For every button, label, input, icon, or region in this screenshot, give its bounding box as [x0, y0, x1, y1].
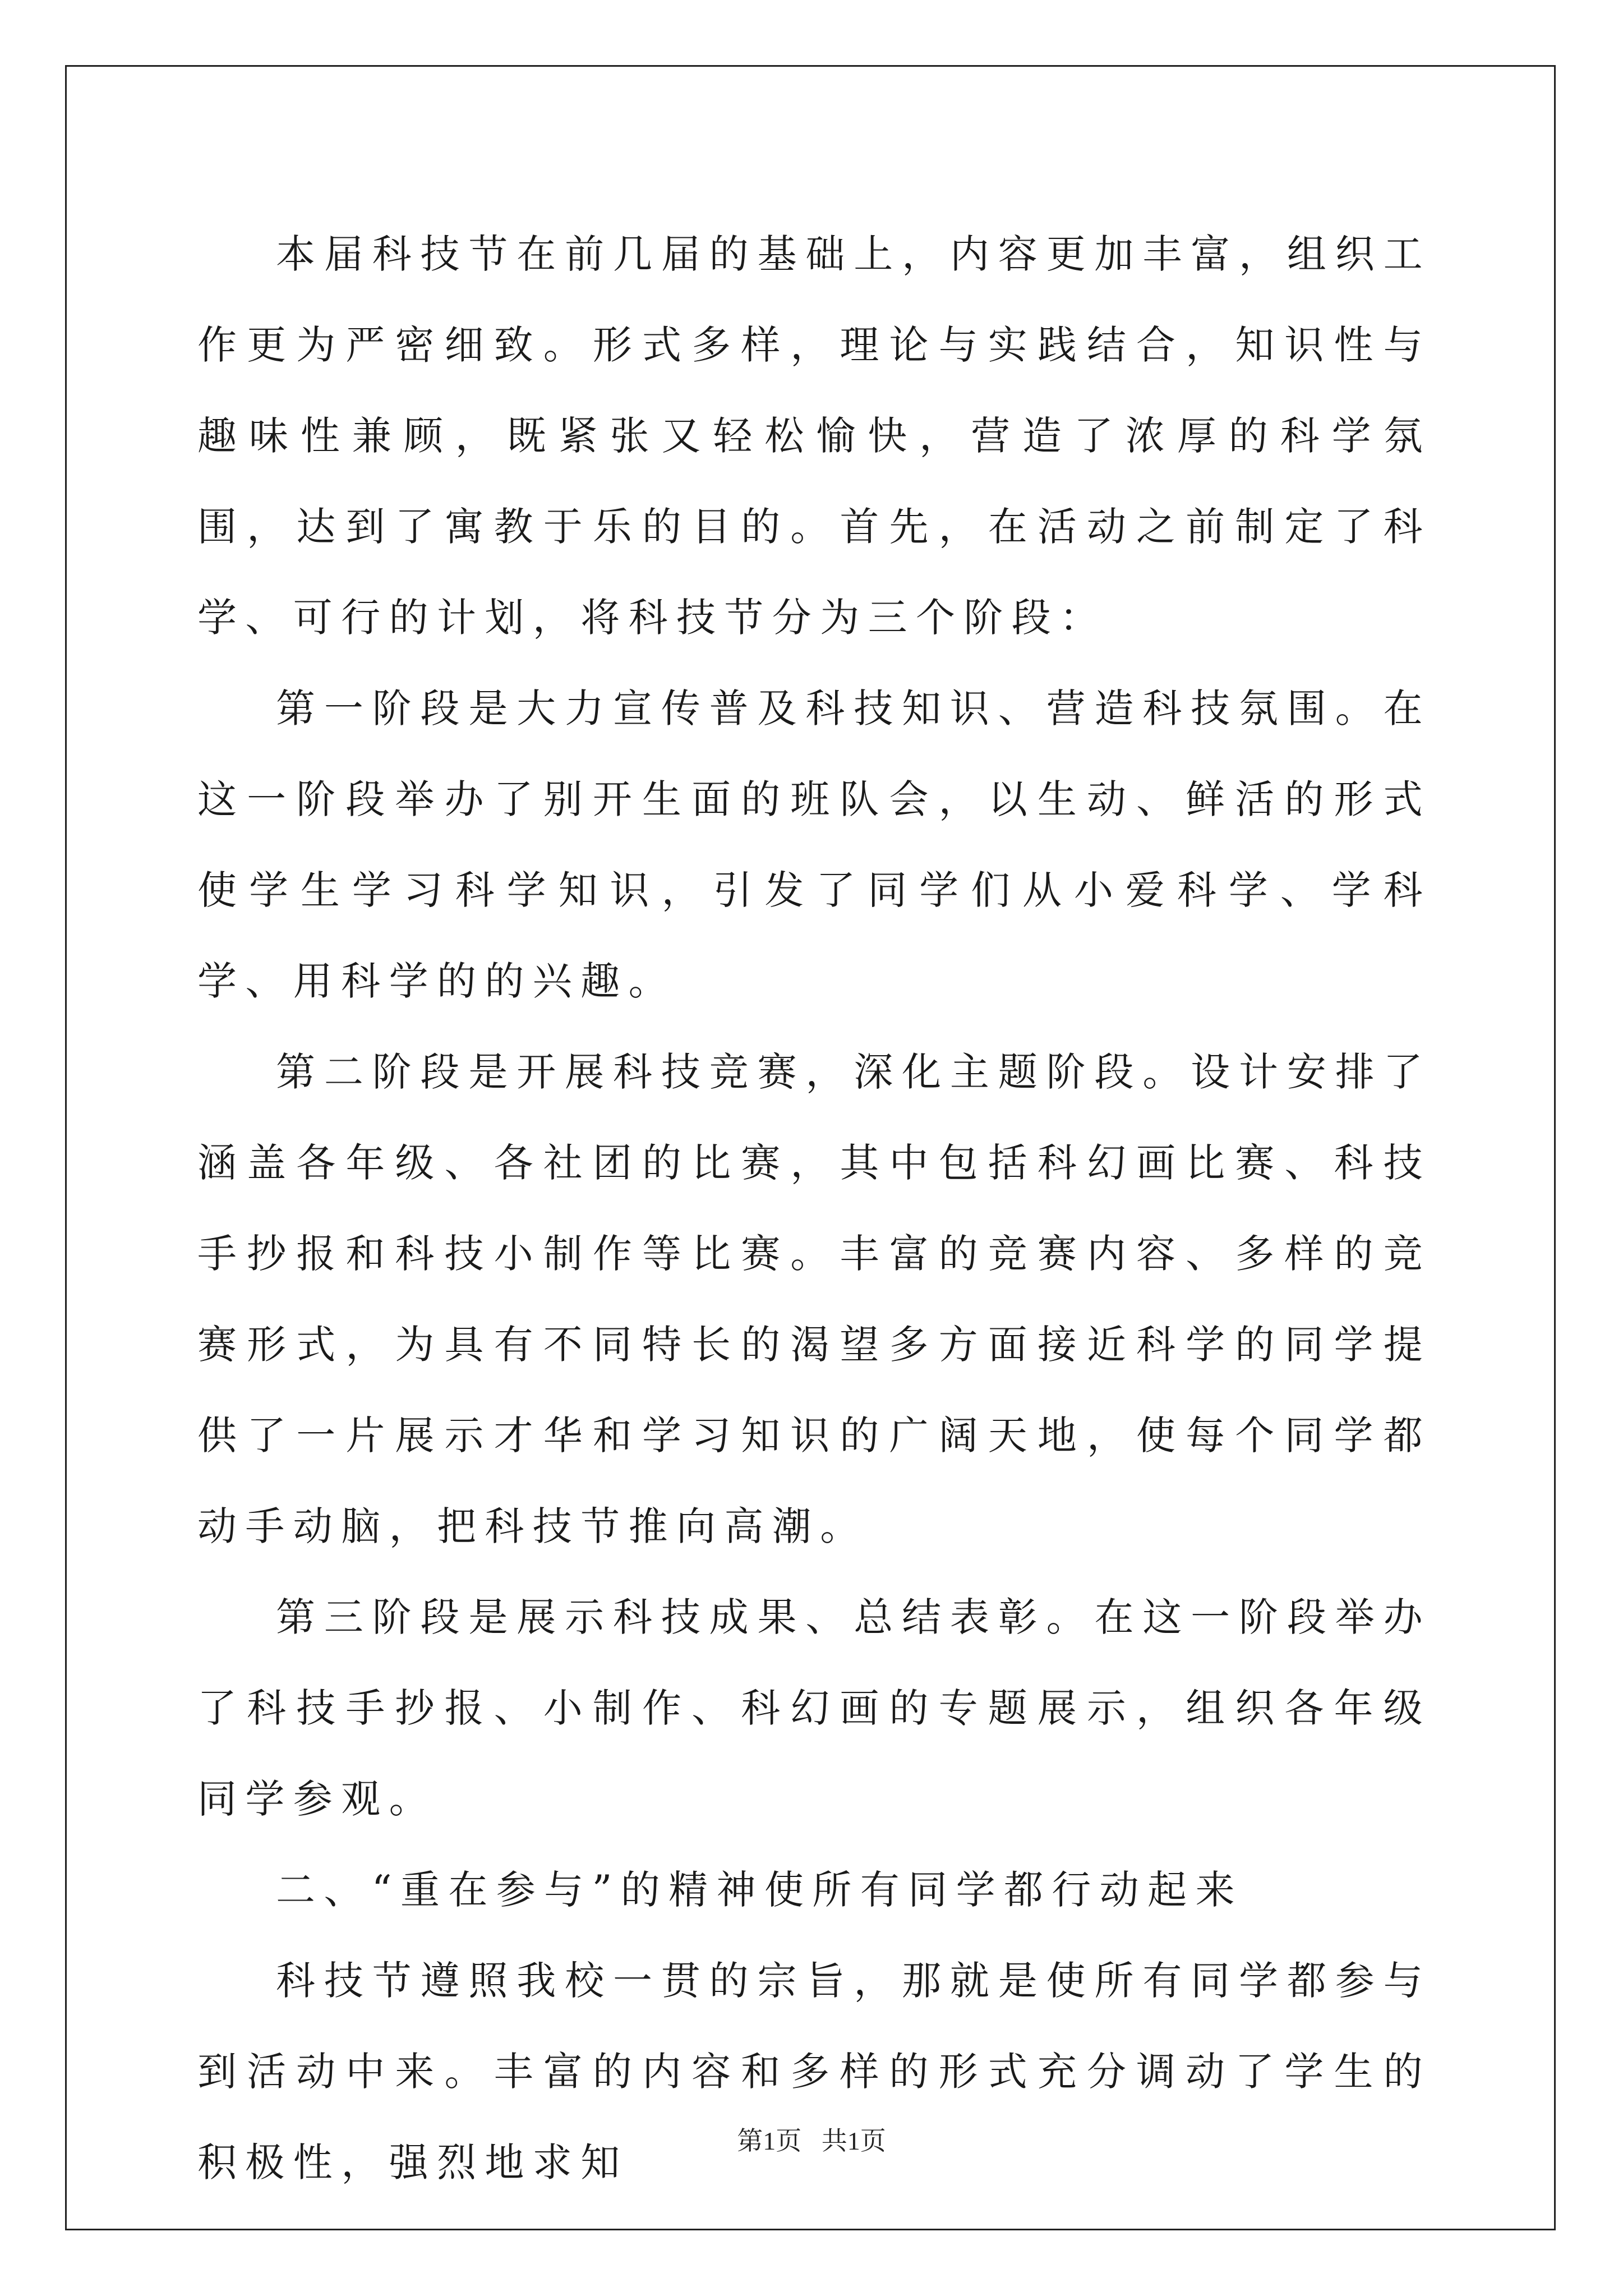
paragraph-stage-two: 第二阶段是开展科技竞赛，深化主题阶段。设计安排了涵盖各年级、各社团的比赛，其中包括科幻画比赛、科技手抄报和科技小制作等比赛。丰富的竞赛内容、多样的竞赛形式，为具有不同特长的渴望多方面接近科学的同学提供了一片展示才华和学习知识的广阔天地，使每个同学都动手动脑，把科技节推向高潮。 — [197, 1049, 1431, 1549]
section-heading-participation: 二、“重在参与”的精神使所有同学都行动起来 — [276, 1867, 1243, 1913]
paragraph-intro: 本届科技节在前几届的基础上，内容更加丰富，组织工作更为严密细致。形式多样，理论与实践结合，知识性与趣味性兼顾，既紧张又轻松愉快，营造了浓厚的科学氛围，达到了寓教于乐的目的。首先，在活动之前制定了科学、可行的计划，将科技节分为三个阶段： — [197, 231, 1431, 641]
document-body — [197, 209, 1431, 2208]
paragraph-stage-three: 第三阶段是展示科技成果、总结表彰。在这一阶段举办了科技手抄报、小制作、科幻画的专题展示，组织各年级同学参观。 — [197, 1594, 1431, 1822]
page-number: 第1页 — [737, 2127, 802, 2155]
page-footer — [0, 2120, 1623, 2157]
paragraph-participation: 科技节遵照我校一贯的宗旨，那就是使所有同学都参与到活动中来。丰富的内容和多样的形式充分调动了学生的积极性，强烈地求知 — [197, 1958, 1431, 2185]
paragraph-stage-one: 第一阶段是大力宣传普及科技知识、营造科技氛围。在这一阶段举办了别开生面的班队会，以生动、鲜活的形式使学生学习科学知识，引发了同学们从小爱科学、学科学、用科学的的兴趣。 — [197, 685, 1431, 1004]
page-total: 共1页 — [821, 2127, 886, 2155]
